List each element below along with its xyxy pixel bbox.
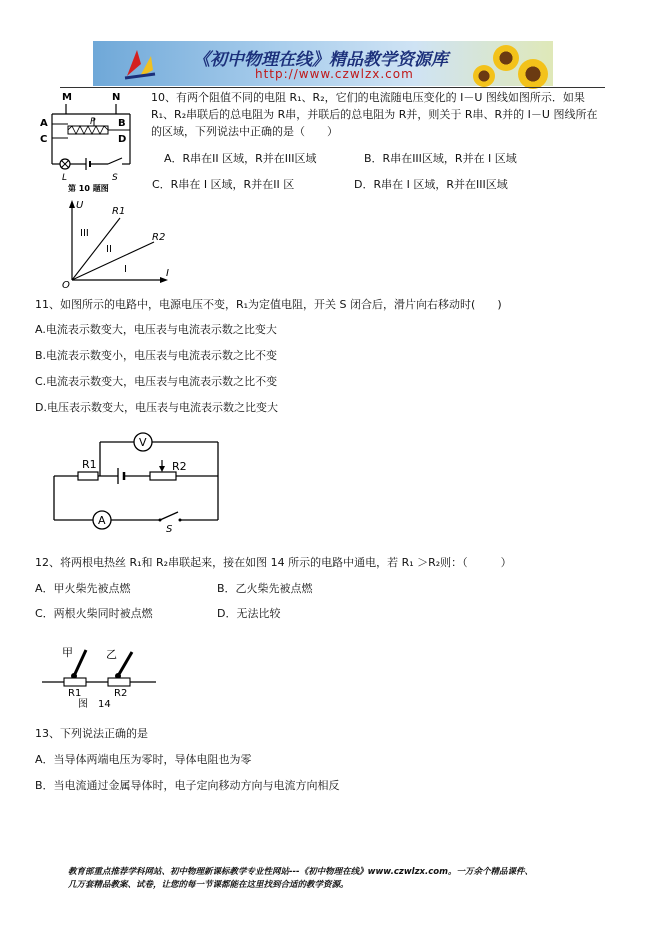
banner-url: http://www.czwlzx.com <box>255 67 414 81</box>
label-r1: R1 <box>82 458 97 471</box>
footer <box>68 866 598 892</box>
region-i: I <box>124 264 127 275</box>
q12-option-a: A．甲火柴先被点燃 <box>35 582 131 595</box>
label-jia: 甲 <box>62 646 73 659</box>
header-rule <box>60 87 605 88</box>
label-M: M <box>62 92 72 103</box>
label-D: D <box>118 134 127 145</box>
line-r1: R1 <box>112 206 126 217</box>
origin-o: O <box>62 280 70 291</box>
q11-option-b: B.电流表示数变小，电压表与电流表示数之比不变 <box>35 349 278 362</box>
label-r2: R2 <box>172 460 187 473</box>
q10-option-c: C．R串在 I 区域，R并在II 区 <box>152 178 295 191</box>
header-banner <box>93 41 553 86</box>
q10-stem-line3: 的区域，下列说法中正确的是（ ） <box>151 125 338 138</box>
q12-stem: 12、将两根电热丝 R₁和 R₂串联起来，接在如图 14 所示的电路中通电，若 R₁ ＞R₂则：（ ） <box>35 556 512 569</box>
q13-option-b: B．当电流通过金属导体时，电子定向移动方向与电流方向相反 <box>35 779 340 792</box>
circuit-caption: 第 10 题图 <box>68 184 109 193</box>
q11-stem: 11、如图所示的电路中，电源电压不变，R₁为定值电阻，开关 S 闭合后，滑片向右移动时( ) <box>35 298 502 311</box>
q10-circuit-figure <box>38 90 148 194</box>
label-S: S <box>112 173 118 183</box>
q12-option-c: C．两根火柴同时被点燃 <box>35 607 153 620</box>
label-yi: 乙 <box>106 648 117 661</box>
region-iii: III <box>80 228 89 239</box>
label-A: A <box>40 118 48 129</box>
q10-stem-line1: 10、有两个阻值不同的电阻 R₁、R₂，它们的电流随电压变化的 I－U 图线如图所示．如果 <box>151 91 585 104</box>
label-P: P <box>90 117 96 127</box>
label-C: C <box>40 134 48 145</box>
q13-option-a: A．当导体两端电压为零时，导体电阻也为零 <box>35 753 252 766</box>
q10-option-a: A．R串在II 区域，R并在III区域 <box>164 152 317 165</box>
sunflower-icon <box>473 65 495 87</box>
q10-stem-line2: R₁、R₂串联后的总电阻为 R串，并联后的总电阻为 R并，则关于 R串、R并的 I－U 图线所在 <box>151 108 598 121</box>
q13-stem: 13、下列说法正确的是 <box>35 727 148 740</box>
fig-caption: 图 14 <box>78 699 111 710</box>
banner-title: 《初中物理在线》精品教学资源库 <box>193 50 448 70</box>
q10-option-d: D．R串在 I 区域，R并在III区域 <box>354 178 508 191</box>
label-N: N <box>112 92 121 103</box>
voltmeter-v: V <box>139 436 147 449</box>
footer-line2: 几万套精品教案、试卷，让您的每一节课都能在这里找到合适的教学资源。 <box>68 880 349 890</box>
region-ii: II <box>106 244 112 255</box>
q11-circuit-figure <box>40 428 230 535</box>
label-r1: R1 <box>68 688 82 699</box>
label-L: L <box>62 173 68 183</box>
sunflower-icon <box>493 45 519 71</box>
switch-s: S <box>166 524 173 535</box>
footer-line1: 教育部重点推荐学科网站、初中物理新课标教学专业性网站---《初中物理在线》www.czwlzx.com。一万余个精品课件、 <box>68 867 533 877</box>
q10-option-b: B．R串在III区域，R并在 I 区域 <box>364 152 517 165</box>
q11-option-a: A.电流表示数变大，电压表与电流表示数之比变大 <box>35 323 277 336</box>
q11-option-c: C.电流表示数变大，电压表与电流表示数之比不变 <box>35 375 278 388</box>
line-r2: R2 <box>152 232 166 243</box>
axis-u: U <box>76 200 84 211</box>
q12-option-b: B．乙火柴先被点燃 <box>217 582 313 595</box>
q12-option-d: D．无法比较 <box>217 607 281 620</box>
label-B: B <box>118 118 126 129</box>
axis-i: I <box>166 268 169 279</box>
q12-figure <box>38 640 164 710</box>
sunflower-icon <box>518 59 548 89</box>
ammeter-a: A <box>98 514 106 527</box>
q10-iu-graph <box>58 196 178 290</box>
q11-option-d: D.电压表示数变大，电压表与电流表示数之比变大 <box>35 401 278 414</box>
logo-icon <box>123 46 157 82</box>
label-r2: R2 <box>114 688 128 699</box>
